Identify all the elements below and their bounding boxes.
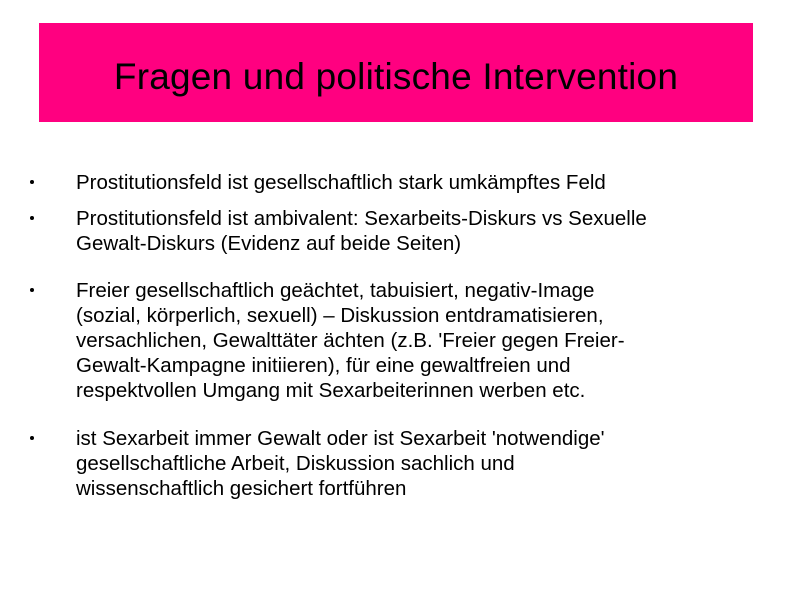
bullet-text	[76, 426, 736, 501]
bullet-line: Prostitutionsfeld ist ambivalent: Sexarbeits-Diskurs vs Sexuelle	[76, 207, 647, 230]
slide-title: Fragen und politische Intervention	[113, 55, 679, 97]
bullet-line: wissenschaftlich gesichert fortführen	[76, 477, 407, 500]
bullet-text	[76, 278, 736, 403]
bullet-line: respektvollen Umgang mit Sexarbeiterinnen werben etc.	[76, 379, 586, 402]
bullet-dot-icon	[30, 436, 34, 440]
bullet-line: (sozial, körperlich, sexuell) – Diskussion entdramatisieren,	[76, 304, 604, 327]
bullet-line: Gewalt-Diskurs (Evidenz auf beide Seiten)	[76, 232, 462, 255]
bullet-dot-icon	[30, 216, 34, 220]
bullet-dot-icon	[30, 288, 34, 292]
bullet-line: Gewalt-Kampagne initiieren), für eine gewaltfreien und	[76, 354, 571, 377]
bullet-text	[76, 206, 736, 256]
bullet-line: gesellschaftliche Arbeit, Diskussion sachlich und	[76, 452, 515, 475]
bullet-text	[76, 170, 736, 195]
bullet-line: Prostitutionsfeld ist gesellschaftlich stark umkämpftes Feld	[76, 171, 606, 194]
bullet-line: versachlichen, Gewalttäter ächten (z.B. 'Freier gegen Freier-	[76, 329, 625, 352]
bullet-line: ist Sexarbeit immer Gewalt oder ist Sexarbeit 'notwendige'	[76, 427, 605, 450]
bullet-dot-icon	[30, 180, 34, 184]
bullet-line: Freier gesellschaftlich geächtet, tabuisiert, negativ-Image	[76, 279, 595, 302]
